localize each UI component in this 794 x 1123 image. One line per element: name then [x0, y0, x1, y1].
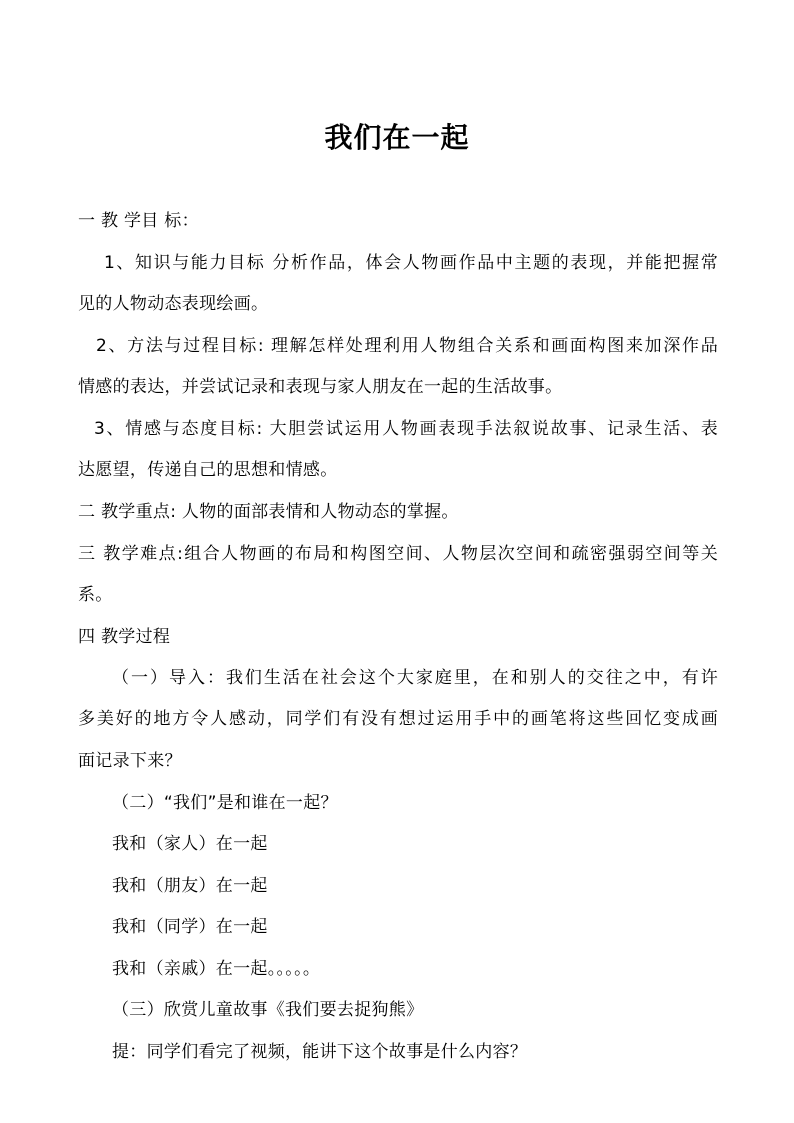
paragraph-line: 1、知识与能力目标 分析作品，体会人物画作品中主题的表现，并能把握常: [104, 253, 718, 273]
paragraph-line: 2、方法与过程目标: 理解怎样处理利用人物组合关系和画面构图来加深作品: [96, 336, 718, 356]
paragraph-line: 达愿望，传递自己的思想和情感。: [78, 460, 338, 480]
document-title: 我们在一起: [324, 121, 470, 154]
list-item: 我和（同学）在一起: [112, 917, 268, 937]
paragraph-line: （二）“我们”是和谁在一起？: [112, 793, 338, 813]
paragraph-line: 提：同学们看完了视频，能讲下这个故事是什么内容？: [112, 1042, 528, 1062]
list-item: 我和（家人）在一起: [112, 834, 268, 854]
section-heading-key-points: 二 教学重点: 人物的面部表情和人物动态的掌握。: [78, 502, 459, 522]
section-heading-objectives: 一 教 学目 标：: [78, 211, 199, 231]
paragraph-line: 系。: [78, 585, 113, 605]
paragraph-line: 3、情感与态度目标: 大胆尝试运用人物画表现手法叙说故事、记录生活、表: [94, 419, 718, 439]
paragraph-line: 见的人物动态表现绘画。: [78, 294, 269, 314]
paragraph-line: （一）导入：我们生活在社会这个大家庭里，在和别人的交往之中，有许: [112, 668, 718, 688]
list-item: 我和（亲戚）在一起。。。。。: [112, 959, 321, 979]
paragraph-line: 面记录下来？: [78, 751, 182, 771]
section-heading-difficulties: 三 教学难点:组合人物画的布局和构图空间、人物层次空间和疏密强弱空间等关: [78, 544, 718, 564]
paragraph-line: （三）欣赏儿童故事《我们要去捉狗熊》: [112, 1000, 424, 1020]
section-heading-process: 四 教学过程: [78, 627, 171, 647]
paragraph-line: 多美好的地方令人感动，同学们有没有想过运用手中的画笔将这些回忆变成画: [78, 709, 718, 729]
paragraph-line: 情感的表达，并尝试记录和表现与家人朋友在一起的生活故事。: [78, 377, 563, 397]
list-item: 我和（朋友）在一起: [112, 876, 268, 896]
